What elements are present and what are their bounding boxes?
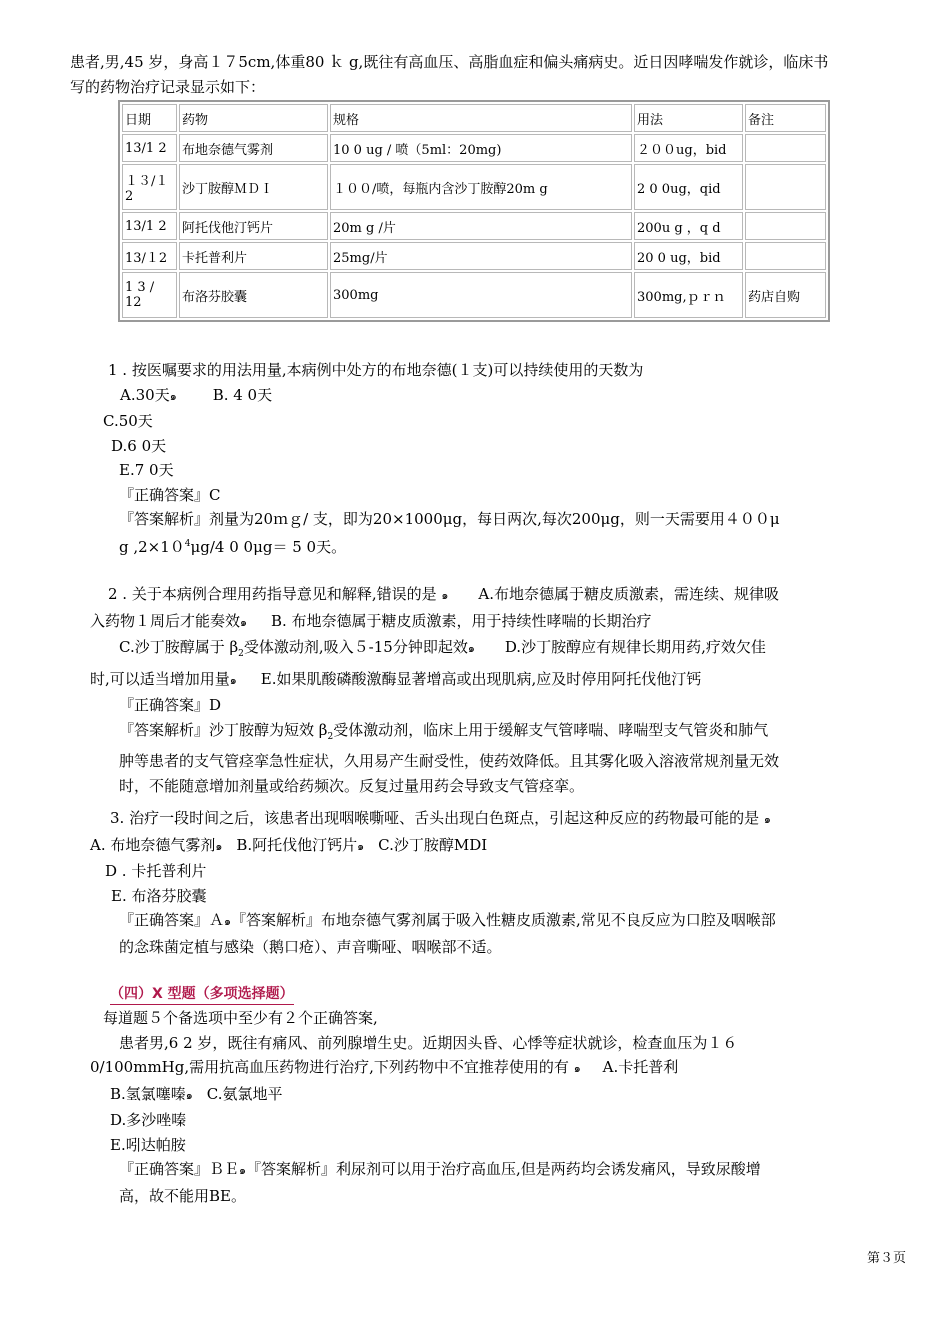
question-1 [0,358,950,559]
question-line [0,1082,950,1109]
cell-note [745,164,826,210]
question-line [0,667,950,694]
option-c: C.沙丁胺醇MDI [378,835,488,854]
cell-drug: 沙丁胺醇ＭＤＩ [179,164,328,210]
option-e: E.吲达帕胺 [110,1135,186,1154]
answer-analysis: 高，故不能用BE。 [119,1186,246,1205]
bullet-glyph-icon: ๑ [215,839,223,853]
option-c-cont: 受体激动剂,吸入５-15分钟即起效 [243,638,468,656]
answer-line [0,1157,950,1184]
correct-answer: 『正确答案』Ａ [119,911,225,929]
analysis-text: μg/4 0 0μg＝ 5 0天。 [190,537,347,556]
cell-usage: 20 0 ug，bid [634,242,743,270]
bullet-glyph-icon: ๑ [224,915,231,928]
cell-spec: 300mg [330,272,632,318]
header-note: 备注 [745,104,826,132]
prescription-table [118,100,830,322]
cell-drug: 阿托伐他汀钙片 [179,212,328,240]
cell-date: 13/1 2 [122,212,177,240]
cell-date-line: １３/１ [125,174,169,189]
cell-date [122,164,177,210]
cell-date [122,272,177,318]
cell-usage: ２００ug，bid [634,134,743,162]
correct-answer: 『正确答案』C [119,485,221,504]
bullet-glyph-icon: ๑ [240,615,247,629]
question-line [0,833,950,860]
question-2 [0,582,950,798]
bullet-glyph-icon: ๑ [441,589,449,602]
analysis-text: 『答案解析』沙丁胺醇为短效 β [119,720,328,739]
bullet-glyph-icon: ๑ [467,642,475,655]
answer-analysis: 『答案解析』布地奈德气雾剂属于吸入性糖皮质激素,常见不良反应为口腔及咽喉部 [231,911,776,929]
option-a-cont: 入药物１周后才能奏效 [90,611,241,630]
option-b: B. 4 0天 [212,385,273,404]
header-date: 日期 [122,104,177,132]
option-c: C.沙丁胺醇属于 β [119,638,239,656]
option-e: E.如果肌酸磷酸激酶显著增高或出现肌病,应及时停用阿托伐他汀钙 [260,669,702,688]
cell-spec: 20m g /片 [330,212,632,240]
bullet-glyph-icon: ๑ [239,1164,246,1177]
table-row [122,212,826,240]
option-d-cont: 时,可以适当增加用量 [90,669,230,688]
bullet-glyph-icon: ๑ [185,1088,193,1102]
bullet-glyph-icon: ๑ [169,389,177,403]
question-stem: 3. 治疗一段时间之后，该患者出现咽喉嘶哑、舌头出现白色斑点，引起这种反应的药物最可能的是 [110,809,760,827]
option-a: A. 布地奈德气雾剂 [90,835,216,854]
question-line [0,609,950,636]
option-d: D . 卡托普利片 [105,862,207,880]
cell-note: 药店自购 [745,272,826,318]
question-line [0,635,950,667]
cell-spec: １００/喷，每瓶内含沙丁胺醇20m g [330,164,632,210]
subscript: 2 [238,649,244,659]
answer-analysis: 时，不能随意增加剂量或给药频次。反复过量用药会导致支气管痉挛。 [119,776,585,795]
instructions: 每道题５个备选项中至少有２个正确答案, [103,1009,378,1027]
question-4 [0,1006,950,1208]
question-stem: 2 . 关于本病例合理用药指导意见和解释,错误的是 [108,585,437,603]
question-stem: 患者男,6 2 岁，既往有痛风、前列腺增生史。近期因头昏、心悸等症状就诊，检查血压为１６ [119,1033,738,1052]
cell-usage: 300mg,ｐｒｎ [634,272,743,318]
option-b: B.阿托伐他汀钙片 [236,835,358,854]
cell-note [745,242,826,270]
cell-usage: 200u g ，q d [634,212,743,240]
option-line [0,383,950,410]
header-spec: 规格 [330,104,632,132]
bullet-glyph-icon: ๑ [357,839,365,853]
question-line [0,1055,950,1082]
question-stem: 1 . 按医嘱要求的用法用量,本病例中处方的布地奈德(１支)可以持续使用的天数为 [108,361,644,379]
answer-analysis: 『答案解析』剂量为20ｍｇ/ 支，即为20×1000μg，每日两次,每次200μg，则一天需要用４００μ [119,510,780,528]
cell-date-line: 1 3 / [125,280,155,295]
table-row [122,272,826,318]
cell-date: 13/１2 [122,242,177,270]
option-c: C.氨氯地平 [206,1084,283,1103]
intro-line: 写的药物治疗记录显示如下： [70,78,266,96]
analysis-text: 受体激动剂，临床上用于缓解支气管哮喘、哮喘型支气管炎和肺气 [333,720,769,739]
cell-usage: 2 0 0ug，qid [634,164,743,210]
question-stem-cont: 0/100mmHg,需用抗高血压药物进行治疗,下列药物中不宜推荐使用的有 [90,1058,569,1076]
section-heading: （四）X 型题（多项选择题） [110,983,294,1005]
question-3 [0,806,950,959]
header-usage: 用法 [634,104,743,132]
cell-date-line: 2 [125,189,134,204]
option-a: A.30天 [120,385,170,404]
option-d: D.沙丁胺醇应有规律长期用药,疗效欠佳 [504,638,766,656]
cell-drug: 布洛芬胶囊 [179,272,328,318]
answer-line [0,908,950,935]
option-b: B. 布地奈德属于糖皮质激素，用于持续性哮喘的长期治疗 [271,611,652,630]
answer-analysis: 肿等患者的支气管痉挛急性症状，久用易产生耐受性，使药效降低。且其雾化吸入溶液常规剂量无效 [119,752,780,770]
option-b: B.氢氯噻嗪 [110,1084,186,1103]
cell-note [745,212,826,240]
option-d: D.多沙唑嗪 [110,1111,187,1129]
intro-line: 患者,男,45 岁，身高１７5cm,体重80 ｋ g,既往有高血压、高脂血症和偏头痛病史。近日因哮喘发作就诊，临床书 [70,53,829,71]
cell-spec: 10 0 ug / 喷（5ml：20mg) [330,134,632,162]
answer-analysis: 的念珠菌定植与感染（鹅口疮）、声音嘶哑、咽喉部不适。 [119,937,502,956]
answer-analysis [0,532,950,560]
question-line [0,806,950,833]
bullet-glyph-icon: ๑ [763,813,771,826]
answer-analysis: 『答案解析』利尿剂可以用于治疗高血压,但是两药均会诱发痛风，导致尿酸增 [246,1160,761,1178]
bullet-glyph-icon: ๑ [229,673,237,687]
cell-date: 13/1 2 [122,134,177,162]
cell-drug: 卡托普利片 [179,242,328,270]
option-a: A.布地奈德属于糖皮质激素，需连续、规律吸 [478,585,779,603]
table-row [122,164,826,210]
correct-answer: 『正确答案』ＢＥ [119,1160,240,1178]
option-a: A.卡托普利 [602,1058,679,1076]
option-d: D.6 0天 [111,436,167,455]
cell-drug: 布地奈德气雾剂 [179,134,328,162]
cell-date-line: 12 [125,295,142,310]
table-row [122,242,826,270]
page-number: 第３页 [866,1251,906,1266]
question-line [0,582,950,609]
bullet-glyph-icon: ๑ [573,1062,581,1075]
correct-answer: 『正确答案』D [119,696,222,714]
table-row [122,134,826,162]
exponent: 4 [184,538,191,549]
cell-note [745,134,826,162]
intro-paragraph [60,50,908,100]
option-e: E.7 0天 [119,461,174,479]
analysis-text: g ,2×1０ [119,537,185,556]
header-drug: 药物 [179,104,328,132]
cell-spec: 25mg/片 [330,242,632,270]
option-c: C.50天 [103,412,153,430]
option-e: E. 布洛芬胶囊 [111,886,207,905]
answer-analysis [0,718,950,750]
table-header-row [122,104,826,132]
subscript: 2 [327,731,334,742]
